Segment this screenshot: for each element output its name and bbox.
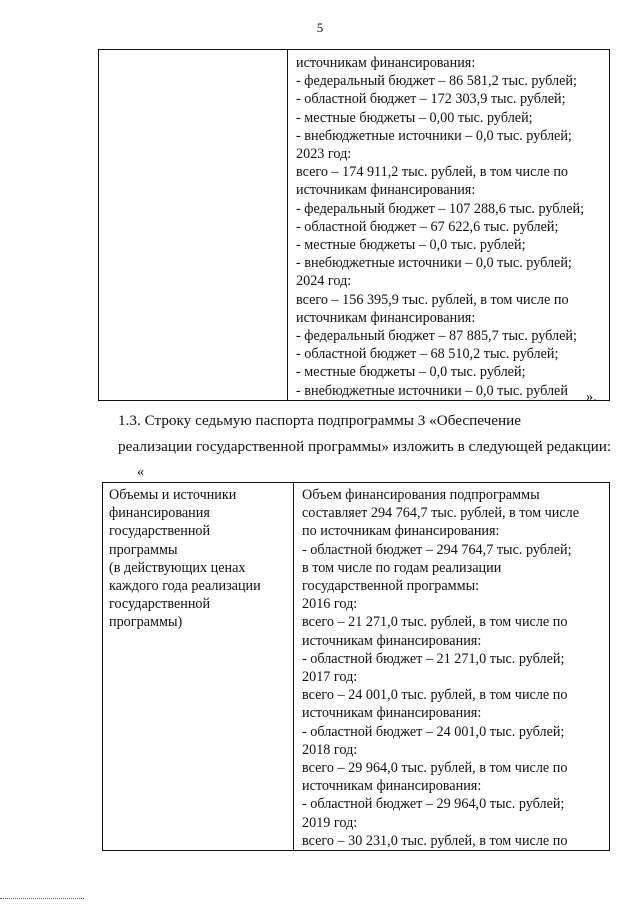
funding-table-continued bbox=[98, 49, 610, 401]
table2-right-line: государственной программы: bbox=[302, 578, 480, 595]
table2-right-line: всего – 21 271,0 тыс. рублей, в том числе по bbox=[302, 614, 568, 631]
table1-line: - местные бюджеты – 0,00 тыс. рублей; bbox=[296, 109, 533, 126]
table2-left-line: Объемы и источники bbox=[109, 487, 237, 503]
table2-left-line: каждого года реализации bbox=[109, 578, 261, 595]
opening-quote: « bbox=[137, 464, 145, 480]
table2-left-line: финансирования bbox=[109, 505, 210, 522]
table1-line: источникам финансирования: bbox=[296, 182, 476, 199]
table1-line: источникам финансирования: bbox=[296, 309, 476, 326]
table2-right-line: всего – 30 231,0 тыс. рублей, в том числе по bbox=[302, 832, 568, 849]
table2-left-line: (в действующих ценах bbox=[109, 559, 246, 576]
table2-left-line: программы) bbox=[109, 614, 183, 631]
table2-right-line: составляет 294 764,7 тыс. рублей, в том числе bbox=[302, 505, 580, 522]
table2-right-line: всего – 24 001,0 тыс. рублей, в том числе по bbox=[302, 687, 568, 704]
table2-left-cell bbox=[103, 483, 294, 851]
table2-right-cell bbox=[294, 483, 610, 851]
table2-right-line: в том числе по годам реализации bbox=[302, 559, 502, 576]
table2-right-line: - областной бюджет – 294 764,7 тыс. рублей; bbox=[302, 541, 572, 558]
table1-line: - федеральный бюджет – 107 288,6 тыс. рублей; bbox=[296, 200, 585, 217]
table1-line: 2023 год: bbox=[296, 146, 352, 163]
table1-line: - федеральный бюджет – 86 581,2 тыс. рублей; bbox=[296, 73, 577, 90]
table1-line: - внебюджетные источники – 0,0 тыс. рублей; bbox=[296, 127, 572, 144]
table1-right-cell bbox=[288, 50, 610, 401]
table1-line: - областной бюджет – 68 510,2 тыс. рублей; bbox=[296, 346, 559, 363]
table1-line: - местные бюджеты – 0,0 тыс. рублей; bbox=[296, 364, 526, 381]
table2-right-line: - областной бюджет – 21 271,0 тыс. рублей; bbox=[302, 650, 565, 667]
closing-quote: ». bbox=[586, 389, 597, 405]
table2-right-line: всего – 29 964,0 тыс. рублей, в том числе по bbox=[302, 760, 568, 777]
table2-right-line: по источникам финансирования: bbox=[302, 523, 500, 540]
table2-right-line: Объем финансирования подпрограммы bbox=[302, 487, 540, 503]
table1-line: источникам финансирования: bbox=[296, 55, 476, 71]
table2-right-line: 2017 год: bbox=[302, 669, 358, 686]
table2-right-line: 2019 год: bbox=[302, 814, 358, 831]
table1-line: всего – 174 911,2 тыс. рублей, в том числе по bbox=[296, 164, 569, 181]
table1-left-cell bbox=[99, 50, 288, 401]
table2-right-line: - областной бюджет – 24 001,0 тыс. рублей; bbox=[302, 723, 565, 740]
funding-table-subprogram-3 bbox=[102, 482, 610, 851]
table1-line: - местные бюджеты – 0,0 тыс. рублей; bbox=[296, 237, 526, 254]
footer-dotted-line bbox=[0, 898, 84, 899]
table1-line: - областной бюджет – 67 622,6 тыс. рублей; bbox=[296, 218, 559, 235]
table2-left-line: государственной bbox=[109, 523, 211, 540]
table2-left-line: программы bbox=[109, 541, 178, 558]
table2-right-line: 2018 год: bbox=[302, 741, 358, 758]
table1-line: - внебюджетные источники – 0,0 тыс. рублей bbox=[296, 382, 568, 399]
table2-right-line: - областной бюджет – 29 964,0 тыс. рублей; bbox=[302, 796, 565, 813]
table2-left-line: государственной bbox=[109, 596, 211, 613]
page-number: 5 bbox=[316, 20, 324, 35]
table1-line: всего – 156 395,9 тыс. рублей, в том числе по bbox=[296, 291, 569, 308]
table1-line: - областной бюджет – 172 303,9 тыс. рублей; bbox=[296, 91, 566, 108]
paragraph-line-1: 1.3. Строку седьмую паспорта подпрограммы 3 «Обеспечение bbox=[118, 412, 521, 429]
paragraph-line-2: реализации государственной программы» изложить в следующей редакции: bbox=[118, 438, 612, 455]
table2-right-line: источникам финансирования: bbox=[302, 705, 482, 722]
table2-right-line: 2016 год: bbox=[302, 596, 358, 613]
table1-line: 2024 год: bbox=[296, 273, 352, 290]
table1-line: - федеральный бюджет – 87 885,7 тыс. рублей; bbox=[296, 328, 577, 345]
table2-right-line: источникам финансирования: bbox=[302, 778, 482, 795]
table1-line: - внебюджетные источники – 0,0 тыс. рублей; bbox=[296, 255, 572, 272]
table2-right-line: источникам финансирования: bbox=[302, 632, 482, 649]
